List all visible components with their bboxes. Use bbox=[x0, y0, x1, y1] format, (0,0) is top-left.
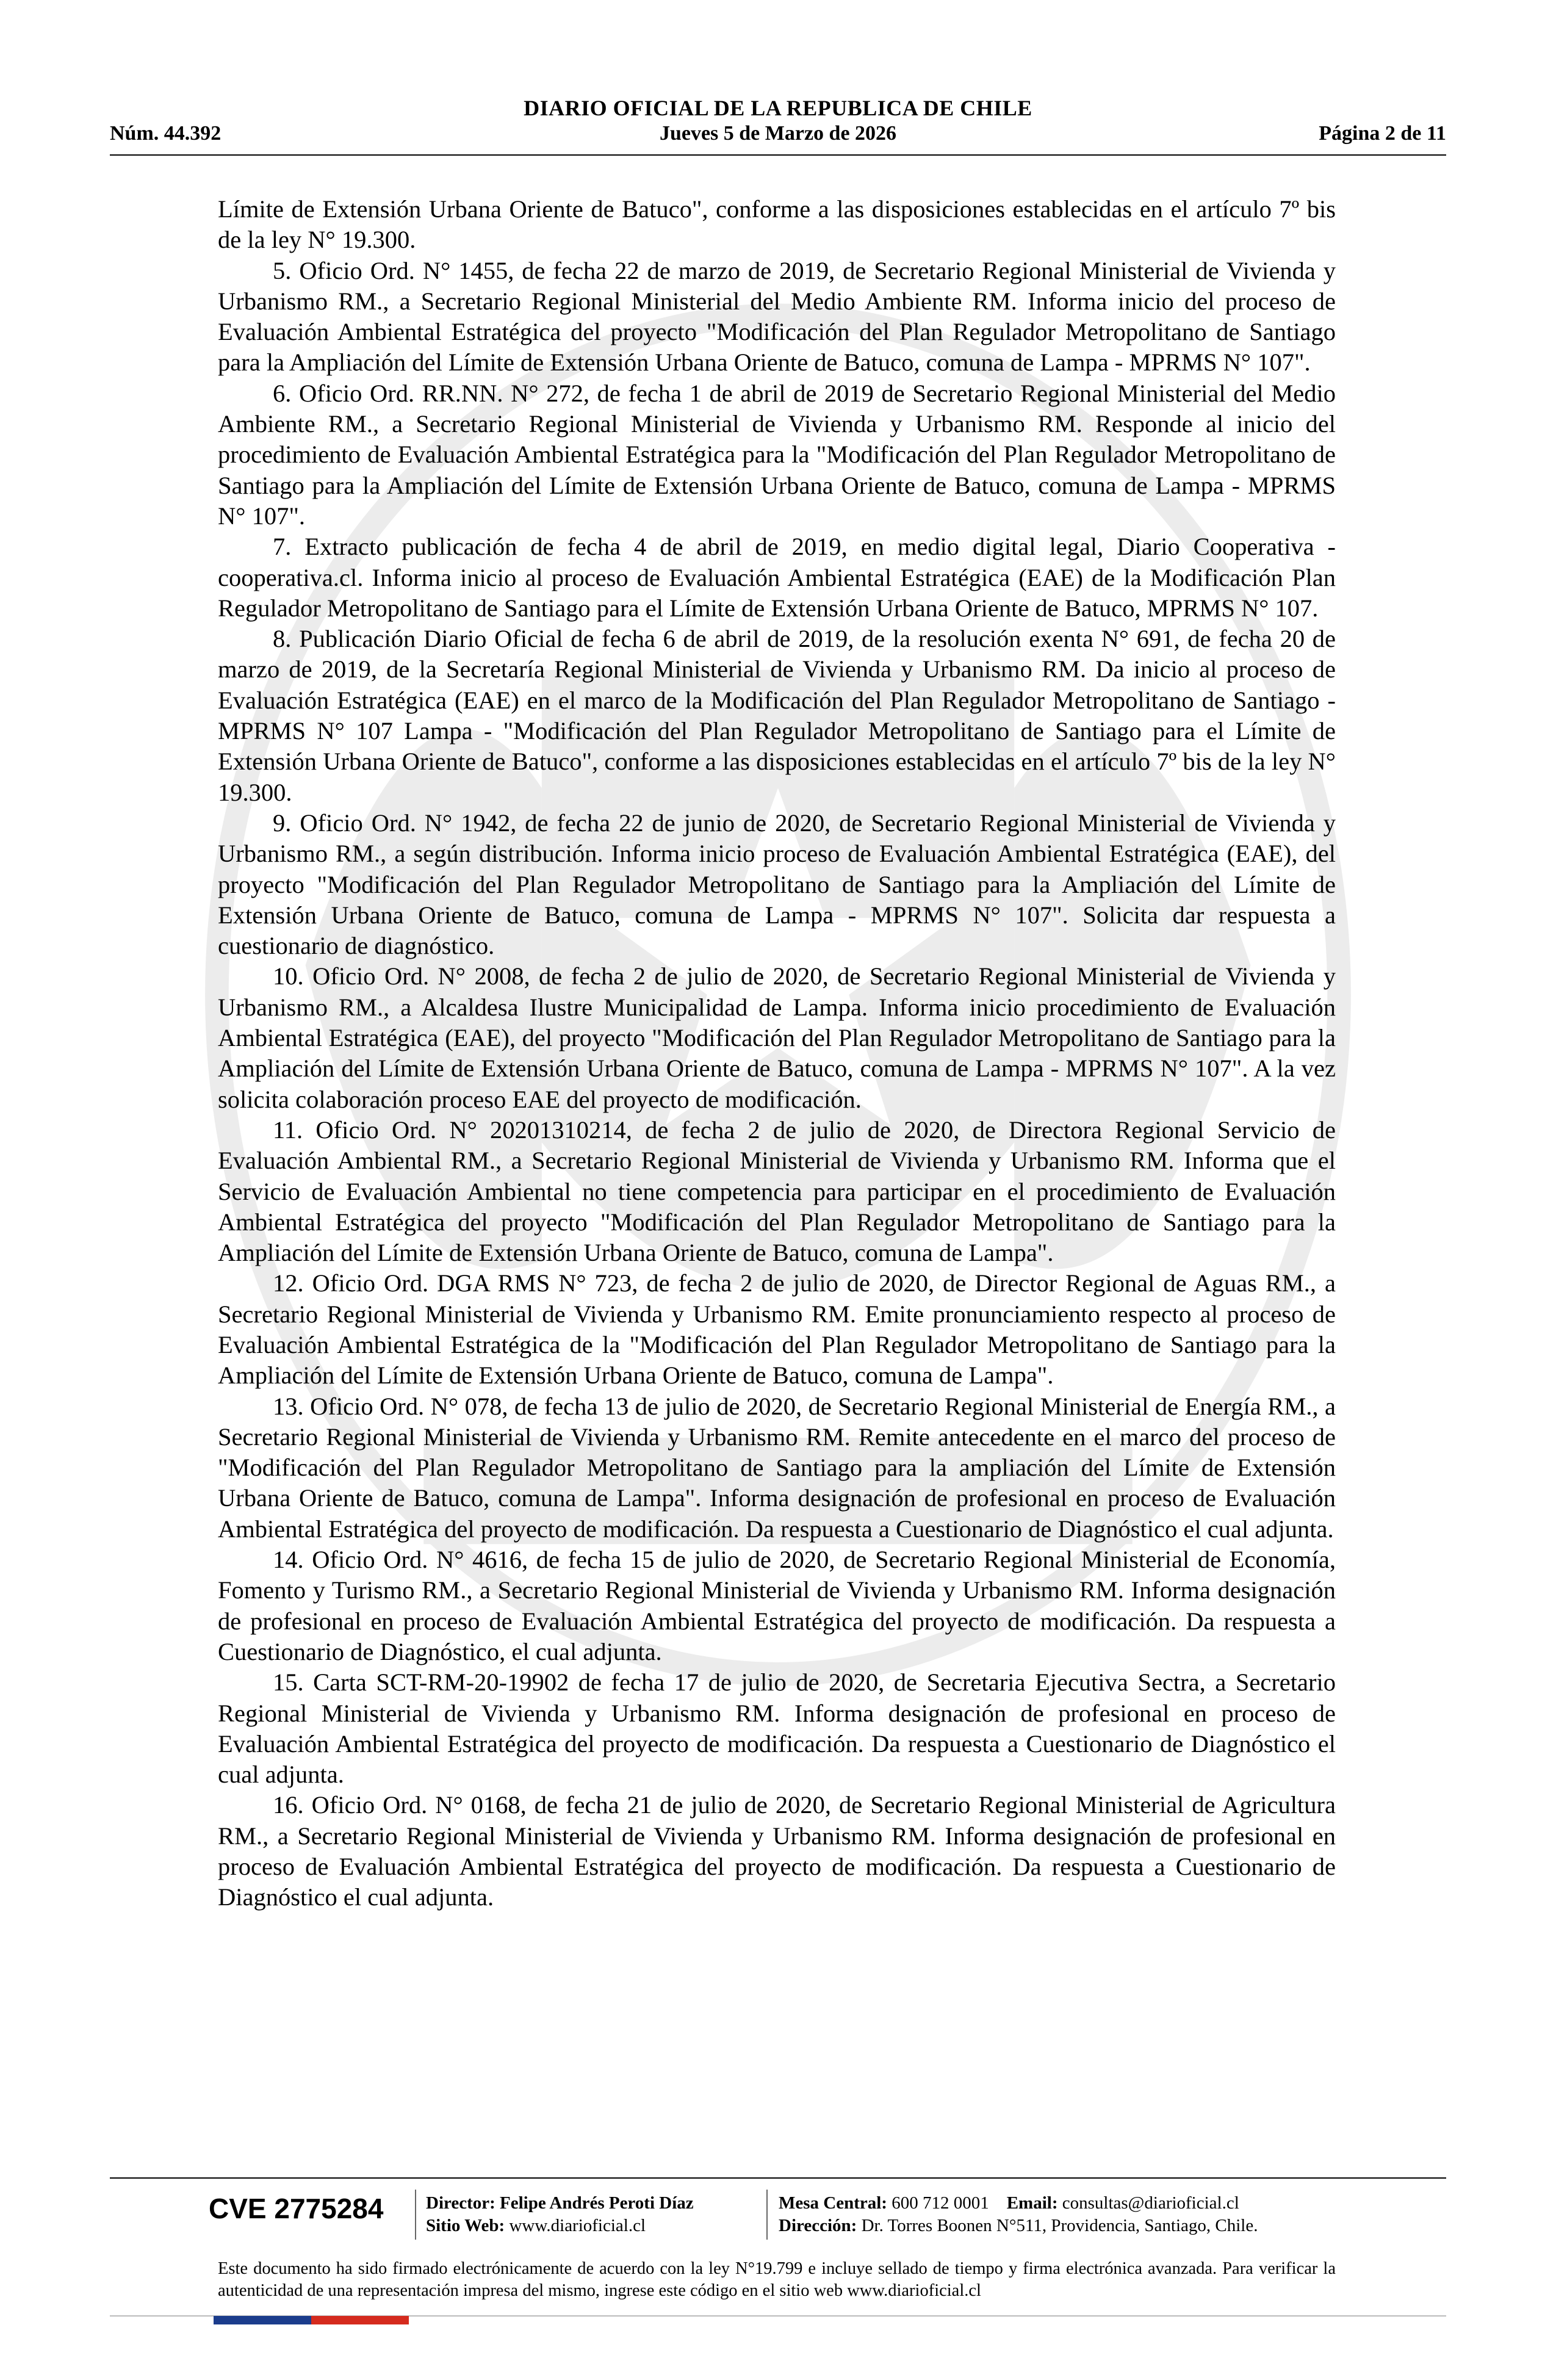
footer-separator bbox=[415, 2190, 416, 2240]
phone-label: Mesa Central: bbox=[779, 2193, 887, 2213]
header-divider bbox=[110, 154, 1446, 156]
legal-notice: Este documento ha sido firmado electrónicamente de acuerdo con la ley N°19.799 e incluye sellado de tiempo y firma electrónica avanzada. Para verificar la autenticidad de una representación impresa del mismo, ingrese este código en el sitio web www.diarioficial.cl bbox=[218, 2259, 1336, 2300]
email-link[interactable]: consultas@diarioficial.cl bbox=[1062, 2193, 1239, 2213]
page-number: Página 2 de 11 bbox=[1319, 122, 1446, 145]
paragraph-continuation: Límite de Extensión Urbana Oriente de Batuco", conforme a las disposiciones establecidas en el artículo 7º bis de la ley N° 19.300. bbox=[218, 195, 1336, 254]
paragraph-item-16: 16. Oficio Ord. N° 0168, de fecha 21 de julio de 2020, de Secretario Regional Ministerial de Agricultura RM., a Secretario Regional Ministerial de Vivienda y Urbanismo RM. Informa designación de profesional en proceso de Evaluación Ambiental Estratégica del proyecto de modificación. Da respuesta a Cuestionario de Diagnóstico el cual adjunta. bbox=[218, 1791, 1336, 1911]
director-name: Felipe Andrés Peroti Díaz bbox=[500, 2193, 694, 2213]
cve-code: CVE 2775284 bbox=[209, 2193, 384, 2224]
paragraph-item-14: 14. Oficio Ord. N° 4616, de fecha 15 de julio de 2020, de Secretario Regional Ministerial de Economía, Fomento y Turismo RM., a Secretario Regional Ministerial de Vivienda y Urbanismo RM. Informa designación de profesional en proceso de Evaluación Ambiental Estratégica del proyecto de modificación. Da respuesta a Cuestionario de Diagnóstico, el cual adjunta. bbox=[218, 1546, 1336, 1665]
footer-director-block bbox=[426, 2192, 694, 2237]
page-header bbox=[110, 92, 1446, 159]
paragraph-item-12: 12. Oficio Ord. DGA RMS N° 723, de fecha 2 de julio de 2020, de Director Regional de Aguas RM., a Secretario Regional Ministerial de Vivienda y Urbanismo RM. Emite pronunciamiento respecto al proceso de Evaluación Ambiental Estratégica de la "Modificación del Plan Regulador Metropolitano de Santiago para la Ampliación del Límite de Extensión Urbana Oriente de Batuco, comuna de Lampa". bbox=[218, 1269, 1336, 1390]
footer-separator bbox=[766, 2190, 768, 2240]
document-body bbox=[218, 194, 1336, 1913]
flag-stripe-red bbox=[311, 2316, 409, 2324]
website-link[interactable]: www.diarioficial.cl bbox=[509, 2216, 646, 2235]
website-label: Sitio Web: bbox=[426, 2216, 505, 2235]
issue-date: Jueves 5 de Marzo de 2026 bbox=[659, 122, 897, 145]
paragraph-item-15: 15. Carta SCT-RM-20-19902 de fecha 17 de julio de 2020, de Secretaria Ejecutiva Sectra, a Secretario Regional Ministerial de Vivienda y Urbanismo RM. Informa designación de profesional en proceso de Evaluación Ambiental Estratégica del proyecto de modificación. Da respuesta a Cuestionario de Diagnóstico el cual adjunta. bbox=[218, 1668, 1336, 1789]
issue-number: Núm. 44.392 bbox=[110, 122, 222, 145]
address-text: Dr. Torres Boonen N°511, Providencia, Santiago, Chile. bbox=[861, 2216, 1258, 2235]
address-label: Dirección: bbox=[779, 2216, 857, 2235]
email-label: Email: bbox=[1006, 2193, 1058, 2213]
paragraph-item-5: 5. Oficio Ord. N° 1455, de fecha 22 de marzo de 2019, de Secretario Regional Ministerial de Vivienda y Urbanismo RM., a Secretario Regional Ministerial del Medio Ambiente RM. Informa inicio del proceso de Evaluación Ambiental Estratégica del proyecto "Modificación del Plan Regulador Metropolitano de Santiago para la Ampliación del Límite de Extensión Urbana Oriente de Batuco, comuna de Lampa - MPRMS N° 107". bbox=[218, 256, 1336, 377]
paragraph-item-10: 10. Oficio Ord. N° 2008, de fecha 2 de julio de 2020, de Secretario Regional Ministerial de Vivienda y Urbanismo RM., a Alcaldesa Ilustre Municipalidad de Lampa. Informa inicio procedimiento de Evaluación Ambiental Estratégica (EAE), del proyecto "Modificación del Plan Regulador Metropolitano de Santiago para la Ampliación del Límite de Extensión Urbana Oriente de Batuco, comuna de Lampa - MPRMS N° 107". A la vez solicita colaboración proceso EAE del proyecto de modificación. bbox=[218, 962, 1336, 1113]
footer-contact-block bbox=[779, 2192, 1258, 2237]
paragraph-item-7: 7. Extracto publicación de fecha 4 de abril de 2019, en medio digital legal, Diario Cooperativa - cooperativa.cl. Informa inicio al proceso de Evaluación Ambiental Estratégica (EAE) de la Modificación Plan Regulador Metropolitano de Santiago para el Límite de Extensión Urbana Oriente de Batuco, MPRMS N° 107. bbox=[218, 533, 1336, 622]
publication-title: DIARIO OFICIAL DE LA REPUBLICA DE CHILE bbox=[524, 96, 1032, 120]
flag-stripe-blue bbox=[214, 2316, 311, 2324]
paragraph-item-11: 11. Oficio Ord. N° 20201310214, de fecha 2 de julio de 2020, de Directora Regional Servicio de Evaluación Ambiental RM., a Secretario Regional Ministerial de Vivienda y Urbanismo RM. Informa que el Servicio de Evaluación Ambiental no tiene competencia para participar en el procedimiento de Evaluación Ambiental Estratégica del proyecto "Modificación del Plan Regulador Metropolitano de Santiago para la Ampliación del Límite de Extensión Urbana Oriente de Batuco, comuna de Lampa". bbox=[218, 1116, 1336, 1267]
footer-divider bbox=[110, 2177, 1446, 2179]
paragraph-item-13: 13. Oficio Ord. N° 078, de fecha 13 de julio de 2020, de Secretario Regional Ministerial de Energía RM., a Secretario Regional Ministerial de Vivienda y Urbanismo RM. Remite antecedente en el marco del proceso de "Modificación del Plan Regulador Metropolitano de Santiago para la ampliación del Límite de Extensión Urbana Oriente de Batuco, comuna de Lampa". Informa designación de profesional en proceso de Evaluación Ambiental Estratégica del proyecto de modificación. Da respuesta a Cuestionario de Diagnóstico el cual adjunta. bbox=[218, 1392, 1336, 1543]
paragraph-item-6: 6. Oficio Ord. RR.NN. N° 272, de fecha 1 de abril de 2019 de Secretario Regional Ministerial del Medio Ambiente RM., a Secretario Regional Ministerial de Vivienda y Urbanismo RM. Responde al inicio del procedimiento de Evaluación Ambiental Estratégica para la "Modificación del Plan Regulador Metropolitano de Santiago para la Ampliación del Límite de Extensión Urbana Oriente de Batuco, comuna de Lampa - MPRMS N° 107". bbox=[218, 379, 1336, 530]
phone-number: 600 712 0001 bbox=[891, 2193, 989, 2213]
director-label: Director: bbox=[426, 2193, 495, 2213]
paragraph-item-8: 8. Publicación Diario Oficial de fecha 6 de abril de 2019, de la resolución exenta N° 691, de fecha 20 de marzo de 2019, de la Secretaría Regional Ministerial de Vivienda y Urbanismo RM. Da inicio al proceso de Evaluación Estratégica (EAE) en el marco de la Modificación del Plan Regulador Metropolitano de Santiago - MPRMS N° 107 Lampa - "Modificación del Plan Regulador Metropolitano de Santiago para el Límite de Extensión Urbana Oriente de Batuco", conforme a las disposiciones establecidas en el artículo 7º bis de la ley N° 19.300. bbox=[218, 625, 1336, 806]
paragraph-item-9: 9. Oficio Ord. N° 1942, de fecha 22 de junio de 2020, de Secretario Regional Ministerial de Vivienda y Urbanismo RM., a según distribución. Informa inicio proceso de Evaluación Ambiental Estratégica (EAE), del proyecto "Modificación del Plan Regulador Metropolitano de Santiago para la Ampliación del Límite de Extensión Urbana Oriente de Batuco, comuna de Lampa - MPRMS N° 107". Solicita dar respuesta a cuestionario de diagnóstico. bbox=[218, 809, 1336, 960]
